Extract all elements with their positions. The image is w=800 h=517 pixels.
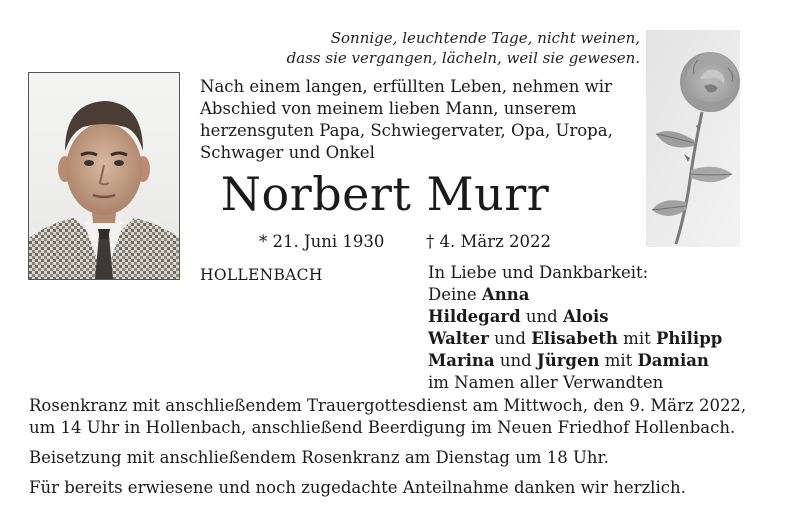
connector: und bbox=[520, 307, 563, 326]
mourner-name: Elisabeth bbox=[531, 329, 618, 348]
portrait-photo bbox=[28, 72, 180, 280]
death-date: † 4. März 2022 bbox=[426, 232, 552, 251]
motto-line: dass sie vergangen, lächeln, weil sie gewesen. bbox=[286, 49, 640, 67]
rose-decoration bbox=[646, 30, 740, 247]
mourner-name: Jürgen bbox=[536, 351, 600, 370]
mourner-name: Marina bbox=[428, 351, 495, 370]
mourner-name: Alois bbox=[562, 307, 609, 326]
mourners-line bbox=[428, 284, 788, 306]
hometown: HOLLENBACH bbox=[200, 266, 323, 284]
birth-date: * 21. Juni 1930 bbox=[259, 232, 385, 251]
mourner-name: Philipp bbox=[655, 329, 723, 348]
thanks-line: Für bereits erwiesene und noch zugedachte Anteilnahme danken wir herzlich. bbox=[29, 478, 686, 497]
mourners-list bbox=[428, 262, 788, 394]
mourner-prefix: Deine bbox=[428, 285, 482, 304]
service-line: Rosenkranz mit anschließendem Trauergottesdienst am Mittwoch, den 9. März 2022, bbox=[29, 396, 747, 415]
connector: und bbox=[488, 329, 532, 348]
mourners-line bbox=[428, 306, 788, 328]
mourners-heading: In Liebe und Dankbarkeit: bbox=[428, 263, 649, 282]
motto-verse bbox=[250, 28, 640, 68]
intro-line: herzensguten Papa, Schwiegervater, Opa, Uropa, bbox=[200, 121, 613, 140]
service-info bbox=[29, 395, 769, 499]
intro-line: Schwager und Onkel bbox=[200, 143, 375, 162]
mourner-name: Damian bbox=[637, 351, 709, 370]
service-line: um 14 Uhr in Hollenbach, anschließend Beerdigung im Neuen Friedhof Hollenbach. bbox=[29, 418, 736, 437]
connector: und bbox=[494, 351, 537, 370]
intro-line: Abschied von meinem lieben Mann, unserem bbox=[200, 99, 577, 118]
motto-line: Sonnige, leuchtende Tage, nicht weinen, bbox=[330, 29, 640, 47]
mourners-line bbox=[428, 350, 788, 372]
mourners-closing: im Namen aller Verwandten bbox=[428, 373, 664, 392]
mourner-name: Anna bbox=[481, 285, 530, 304]
mourners-line bbox=[428, 328, 788, 350]
connector: mit bbox=[599, 351, 638, 370]
intro-line: Nach einem langen, erfüllten Leben, nehmen wir bbox=[200, 77, 612, 96]
deceased-name: Norbert Murr bbox=[220, 167, 550, 221]
connector: mit bbox=[617, 329, 656, 348]
mourner-name: Walter bbox=[428, 329, 489, 348]
intro-text bbox=[200, 76, 640, 164]
burial-line: Beisetzung mit anschließendem Rosenkranz am Dienstag um 18 Uhr. bbox=[29, 448, 609, 467]
mourner-name: Hildegard bbox=[428, 307, 521, 326]
